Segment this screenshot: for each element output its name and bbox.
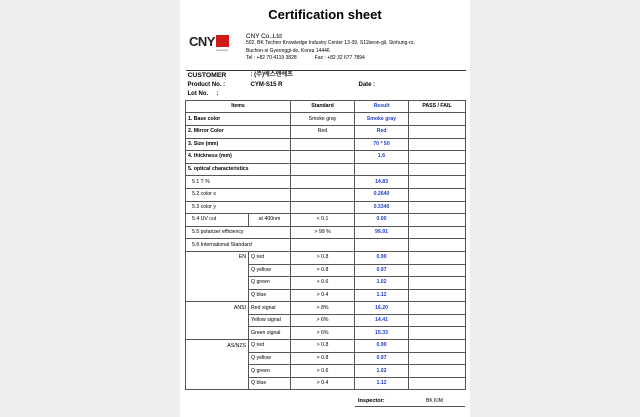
asnzs-item-result: 1.02 (355, 365, 409, 378)
color-y-label: 5.3 color y (186, 201, 291, 214)
en-item-name: Q green (249, 277, 291, 290)
pass-cell (409, 377, 466, 390)
size-result: 70 * 50 (355, 138, 409, 151)
table-row (186, 352, 466, 365)
pass-cell (409, 138, 466, 151)
polarizer-label: 5.5 polarizer efficiency (186, 226, 291, 239)
group-cell (186, 314, 249, 327)
table-row (186, 289, 466, 302)
table-row (186, 340, 466, 353)
col-items: Items (186, 100, 291, 113)
result-cell (355, 239, 409, 252)
table-row (186, 377, 466, 390)
ansi-item-result: 15.33 (355, 327, 409, 340)
mirror-color-standard: Red (291, 125, 355, 138)
inspector-label: Inspector: (358, 398, 385, 404)
pass-cell (409, 125, 466, 138)
customer-row (186, 71, 466, 81)
asnzs-item-standard: > 0.8 (291, 352, 355, 365)
table-row (186, 201, 466, 214)
ansi-item-result: 14.41 (355, 314, 409, 327)
pass-cell (409, 176, 466, 189)
column-header-row (186, 100, 466, 113)
asnzs-item-result: 1.12 (355, 377, 409, 390)
company-contact (246, 55, 415, 62)
table-row (186, 365, 466, 378)
table-row (186, 163, 466, 176)
pass-cell (409, 226, 466, 239)
company-address-line2: Buchon-si Gyeonggi-do, Korea 14446 (246, 47, 330, 54)
asnzs-item-standard: > 0.8 (291, 340, 355, 353)
color-x-result: 0.2640 (355, 188, 409, 201)
en-item-standard: > 0.4 (291, 289, 355, 302)
group-cell (186, 277, 249, 290)
group-cell (186, 289, 249, 302)
en-item-result: 0.99 (355, 251, 409, 264)
lot-label (186, 90, 249, 100)
pass-cell (409, 327, 466, 340)
company-fax: Fax : +82 32 677 7894 (314, 54, 365, 61)
ansi-item-name: Green signal (249, 327, 291, 340)
company-info (246, 33, 415, 62)
standard-cell (291, 188, 355, 201)
intl-standard-label: 5.6 International Standard (186, 239, 291, 252)
pass-cell (409, 113, 466, 126)
pass-cell (409, 340, 466, 353)
pass-cell (409, 352, 466, 365)
standard-cell (291, 176, 355, 189)
en-item-name: Q red (249, 251, 291, 264)
col-standard: Standard (291, 100, 355, 113)
table-row (186, 277, 466, 290)
company-address-line1: 502, BK Techno Knowledge Industry Center 13-39, S11beon-gil, Sinhung-ro, (246, 40, 415, 47)
customer-label: CUSTOMER (186, 71, 249, 81)
table-row (186, 214, 466, 227)
ansi-group-label: ANSI (186, 302, 249, 315)
en-group-label: EN (186, 251, 249, 264)
lot-label-text: Lot No. (187, 91, 209, 98)
table-row (186, 138, 466, 151)
t-label: 5.1 T % (186, 176, 291, 189)
asnzs-item-standard: > 0.4 (291, 377, 355, 390)
mirror-color-result: Red (355, 125, 409, 138)
uv-sub: at 400nm (249, 214, 291, 227)
pass-cell (409, 214, 466, 227)
col-pass-fail: PASS / FAIL (409, 100, 466, 113)
pass-cell (409, 302, 466, 315)
date-label: Date : (358, 81, 376, 88)
ansi-item-result: 16.20 (355, 302, 409, 315)
thickness-result: 1.6 (355, 151, 409, 164)
sheet-title: Certification sheet (268, 7, 382, 22)
standard-cell (291, 239, 355, 252)
lot-value: : (216, 91, 219, 98)
pass-cell (409, 264, 466, 277)
polarizer-standard: > 99 % (291, 226, 355, 239)
base-color-label: 1. Base color (186, 113, 291, 126)
en-item-standard: > 0.8 (291, 264, 355, 277)
pass-cell (409, 251, 466, 264)
en-item-result: 1.02 (355, 277, 409, 290)
base-color-standard: Smoke gray (291, 113, 355, 126)
asnzs-item-result: 0.97 (355, 352, 409, 365)
t-result: 14.83 (355, 176, 409, 189)
group-cell (186, 365, 249, 378)
asnzs-item-result: 0.99 (355, 340, 409, 353)
table-row (186, 188, 466, 201)
pass-cell (409, 201, 466, 214)
group-cell (186, 377, 249, 390)
uv-result: 0.00 (355, 214, 409, 227)
table-row (186, 176, 466, 189)
ansi-item-standard: > 6% (291, 314, 355, 327)
table-row (186, 125, 466, 138)
mirror-color-label: 2. Mirror Color (186, 125, 291, 138)
table-row (186, 302, 466, 315)
certification-table (185, 70, 466, 390)
en-item-standard: > 0.8 (291, 251, 355, 264)
ansi-item-name: Red signal (249, 302, 291, 315)
uv-label: 5.4 UV cut (186, 214, 249, 227)
thickness-label: 4. thickness (mm) (186, 151, 291, 164)
customer-value: : (주)에스엔에프 (249, 71, 466, 81)
en-item-standard: > 0.6 (291, 277, 355, 290)
logo-text: CNY (189, 34, 215, 49)
ansi-item-name: Yellow signal (249, 314, 291, 327)
product-label: Product No. : (187, 81, 226, 88)
inspector-value: BK KIM (426, 398, 443, 404)
pass-cell (409, 314, 466, 327)
asnzs-item-standard: > 0.6 (291, 365, 355, 378)
company-logo (189, 34, 234, 52)
en-item-result: 1.12 (355, 289, 409, 302)
polarizer-result: 99.91 (355, 226, 409, 239)
pass-cell (409, 277, 466, 290)
table-row (186, 251, 466, 264)
table-row (186, 239, 466, 252)
color-x-label: 5.2 color x (186, 188, 291, 201)
asnzs-item-name: Q blue (249, 377, 291, 390)
standard-cell (291, 163, 355, 176)
table-row (186, 113, 466, 126)
company-tel: Tel : +82 70 4119 3828 (246, 54, 297, 61)
ansi-item-standard: > 8% (291, 302, 355, 315)
result-cell (355, 163, 409, 176)
pass-cell (409, 289, 466, 302)
certification-sheet (180, 0, 470, 417)
col-result: Result (355, 100, 409, 113)
table-row (186, 226, 466, 239)
pass-cell (409, 151, 466, 164)
ansi-item-standard: > 6% (291, 327, 355, 340)
table-row (186, 151, 466, 164)
size-label: 3. Size (mm) (186, 138, 291, 151)
standard-cell (291, 138, 355, 151)
group-cell (186, 264, 249, 277)
group-cell (186, 352, 249, 365)
pass-cell (409, 188, 466, 201)
table-row (186, 314, 466, 327)
company-name: CNY Co.,Ltd (246, 33, 282, 40)
logo-red-square-icon (216, 35, 229, 47)
asnzs-item-name: Q yellow (249, 352, 291, 365)
pass-cell (409, 239, 466, 252)
table-row (186, 327, 466, 340)
asnzs-item-name: Q red (249, 340, 291, 353)
group-cell (186, 327, 249, 340)
optical-label: 5. optical characteristics (186, 163, 291, 176)
standard-cell (291, 201, 355, 214)
inspector-underline (355, 406, 465, 407)
pass-cell (409, 163, 466, 176)
lot-blank (249, 90, 466, 100)
standard-cell (291, 151, 355, 164)
en-item-name: Q blue (249, 289, 291, 302)
color-y-result: 0.3340 (355, 201, 409, 214)
product-value: CYM-S15 R (250, 81, 283, 88)
uv-standard: < 0.1 (291, 214, 355, 227)
pass-cell (409, 365, 466, 378)
lot-row (186, 90, 466, 100)
en-item-name: Q yellow (249, 264, 291, 277)
table-row (186, 264, 466, 277)
en-item-result: 0.97 (355, 264, 409, 277)
asnzs-item-name: Q green (249, 365, 291, 378)
product-row (186, 81, 466, 91)
base-color-result: Smoke gray (355, 113, 409, 126)
logo-subtext: company (216, 48, 229, 52)
asnzs-group-label: AS/NZS (186, 340, 249, 353)
